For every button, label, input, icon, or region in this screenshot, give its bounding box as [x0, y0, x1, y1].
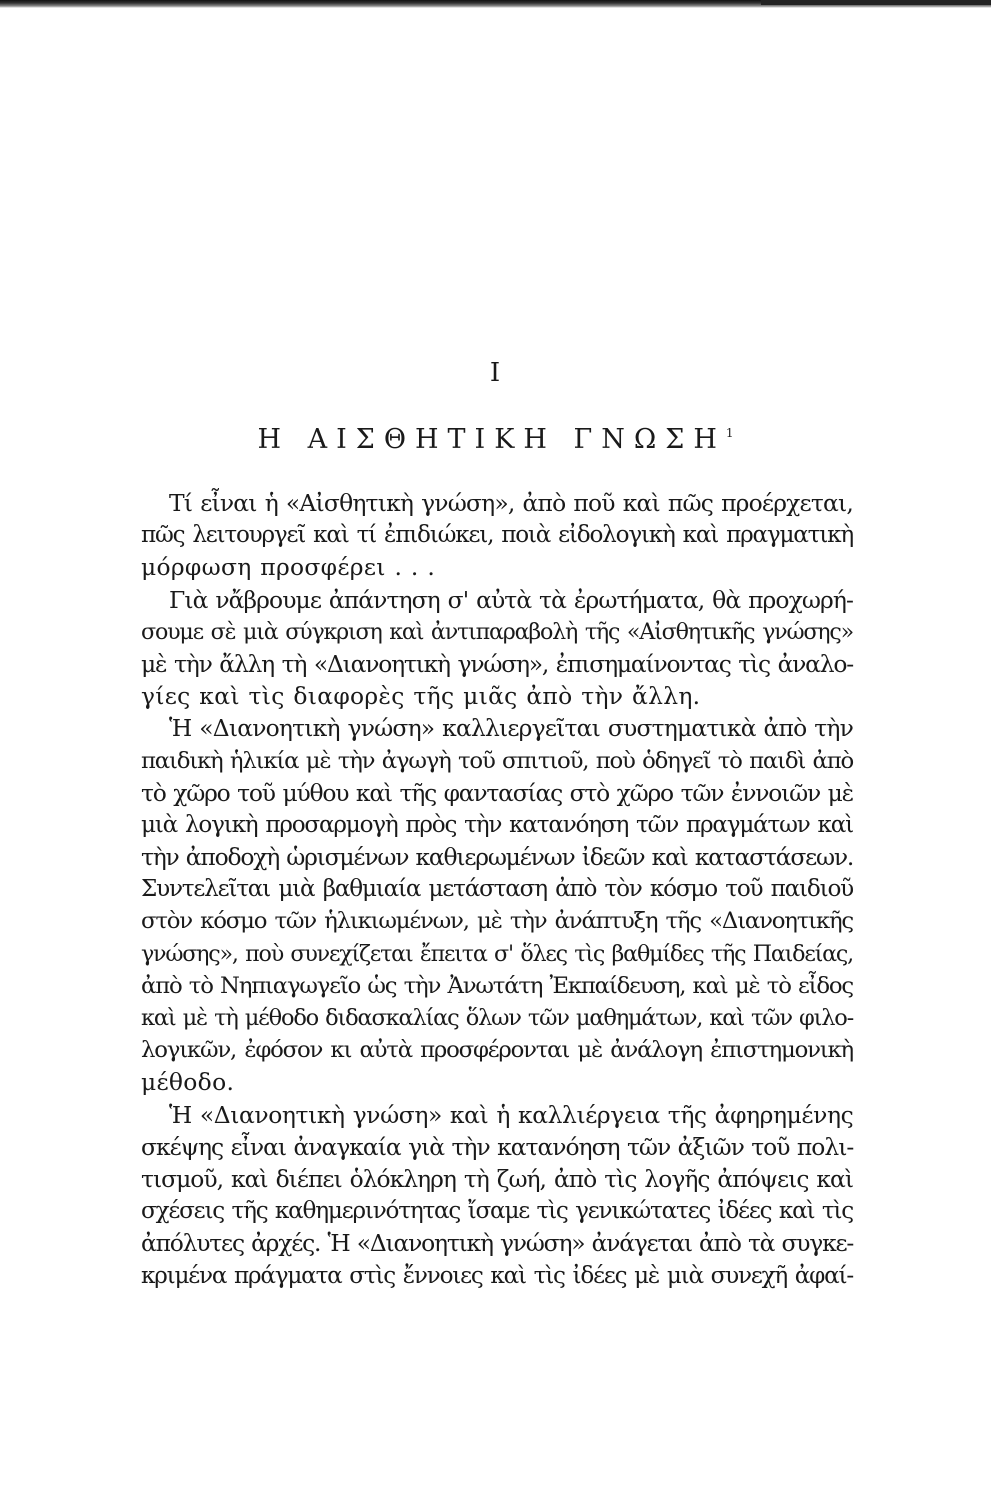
text-line: λογικῶν, ἐφόσον κι αὐτὰ προσφέρονται μὲ ἀνάλογη ἐπιστημονικὴ: [141, 1037, 853, 1064]
chapter-title-text: Η ΑΙΣΘΗΤΙΚΗ ΓΝΩΣΗ: [257, 424, 726, 455]
body-text: [141, 487, 853, 1292]
text-line: ἀπόλυτες ἀρχές. Ἡ «Διανοητικὴ γνώση» ἀνάγεται ἀπὸ τὰ συγκε-: [141, 1229, 854, 1258]
text-line: Ἡ «Διανοητικὴ γνώση» καλλιεργεῖται συστηματικὰ ἀπὸ τὴν: [169, 714, 853, 743]
footnote-marker: 1: [725, 426, 734, 440]
text-line: στὸν κόσμο τῶν ἡλικιωμένων, μὲ τὴν ἀνάπτυξη τῆς «Διανοητικῆς: [141, 908, 853, 935]
text-line: παιδικὴ ἡλικία μὲ τὴν ἀγωγὴ τοῦ σπιτιοῦ, ποὺ ὁδηγεῖ τὸ παιδὶ ἀπὸ: [141, 747, 853, 774]
text-line: γίες καὶ τὶς διαφορὲς τῆς μιᾶς ἀπὸ τὴν ἄλλη.: [141, 682, 701, 711]
text-line: κριμένα πράγματα στὶς ἔννοιες καὶ τὶς ἰδέες μὲ μιὰ συνεχῆ ἀφαί-: [141, 1262, 853, 1289]
text-line: μιὰ λογικὴ προσαρμογὴ πρὸς τὴν κατανόηση τῶν πραγμάτων καὶ: [141, 811, 853, 838]
chapter-title: [0, 424, 991, 455]
text-line: σουμε σὲ μιὰ σύγκριση καὶ ἀντιπαραβολὴ τῆς «Αἰσθητικῆς γνώσης»: [141, 618, 853, 645]
text-line: μὲ τὴν ἄλλη τὴ «Διανοητικὴ γνώση», ἐπισημαίνοντας τὶς ἀναλο-: [141, 649, 853, 678]
text-line: σκέψης εἶναι ἀναγκαία γιὰ τὴν κατανόηση τῶν ἀξιῶν τοῦ πολι-: [141, 1132, 854, 1161]
text-line: Ἡ «Διανοητικὴ γνώση» καὶ ἡ καλλιέργεια τῆς ἀφηρημένης: [169, 1100, 854, 1129]
text-line: πῶς λειτουργεῖ καὶ τί ἐπιδιώκει, ποιὰ εἰδολογικὴ καὶ πραγματικὴ: [141, 522, 853, 549]
text-line: σχέσεις τῆς καθημερινότητας ἴσαμε τὶς γενικώτατες ἰδέες καὶ τὶς: [141, 1198, 853, 1225]
text-line: Γιὰ νἄβρουμε ἀπάντηση σ' αὐτὰ τὰ ἐρωτήματα, θὰ προχωρή-: [169, 585, 853, 614]
text-line: Τί εἶναι ἡ «Αἰσθητικὴ γνώση», ἀπὸ ποῦ καὶ πῶς προέρχεται,: [169, 489, 853, 517]
text-line: Συντελεῖται μιὰ βαθμιαία μετάσταση ἀπὸ τὸν κόσμο τοῦ παιδιοῦ: [141, 876, 853, 903]
text-line: μόρφωση προσφέρει . . .: [141, 553, 436, 582]
text-line: τισμοῦ, καὶ διέπει ὁλόκληρη τὴ ζωή, ἀπὸ τὶς λογῆς ἀπόψεις καὶ: [141, 1164, 853, 1193]
chapter-number: I: [489, 358, 502, 388]
text-line: τὴν ἀποδοχὴ ὡρισμένων καθιερωμένων ἰδεῶν καὶ καταστάσεων.: [141, 843, 854, 872]
text-line: γνώσης», ποὺ συνεχίζεται ἔπειτα σ' ὅλες τὶς βαθμίδες τῆς Παιδείας,: [141, 940, 853, 967]
text-line: μέθοδο.: [141, 1068, 235, 1097]
text-line: ἀπὸ τὸ Νηπιαγωγεῖο ὡς τὴν Ἀνωτάτη Ἐκπαίδευση, καὶ μὲ τὸ εἶδος: [141, 972, 853, 999]
text-line: καὶ μὲ τὴ μέθοδο διδασκαλίας ὅλων τῶν μαθημάτων, καὶ τῶν φιλο-: [141, 1005, 853, 1031]
text-line: τὸ χῶρο τοῦ μύθου καὶ τῆς φαντασίας στὸ χῶρο τῶν ἐννοιῶν μὲ: [141, 778, 853, 807]
